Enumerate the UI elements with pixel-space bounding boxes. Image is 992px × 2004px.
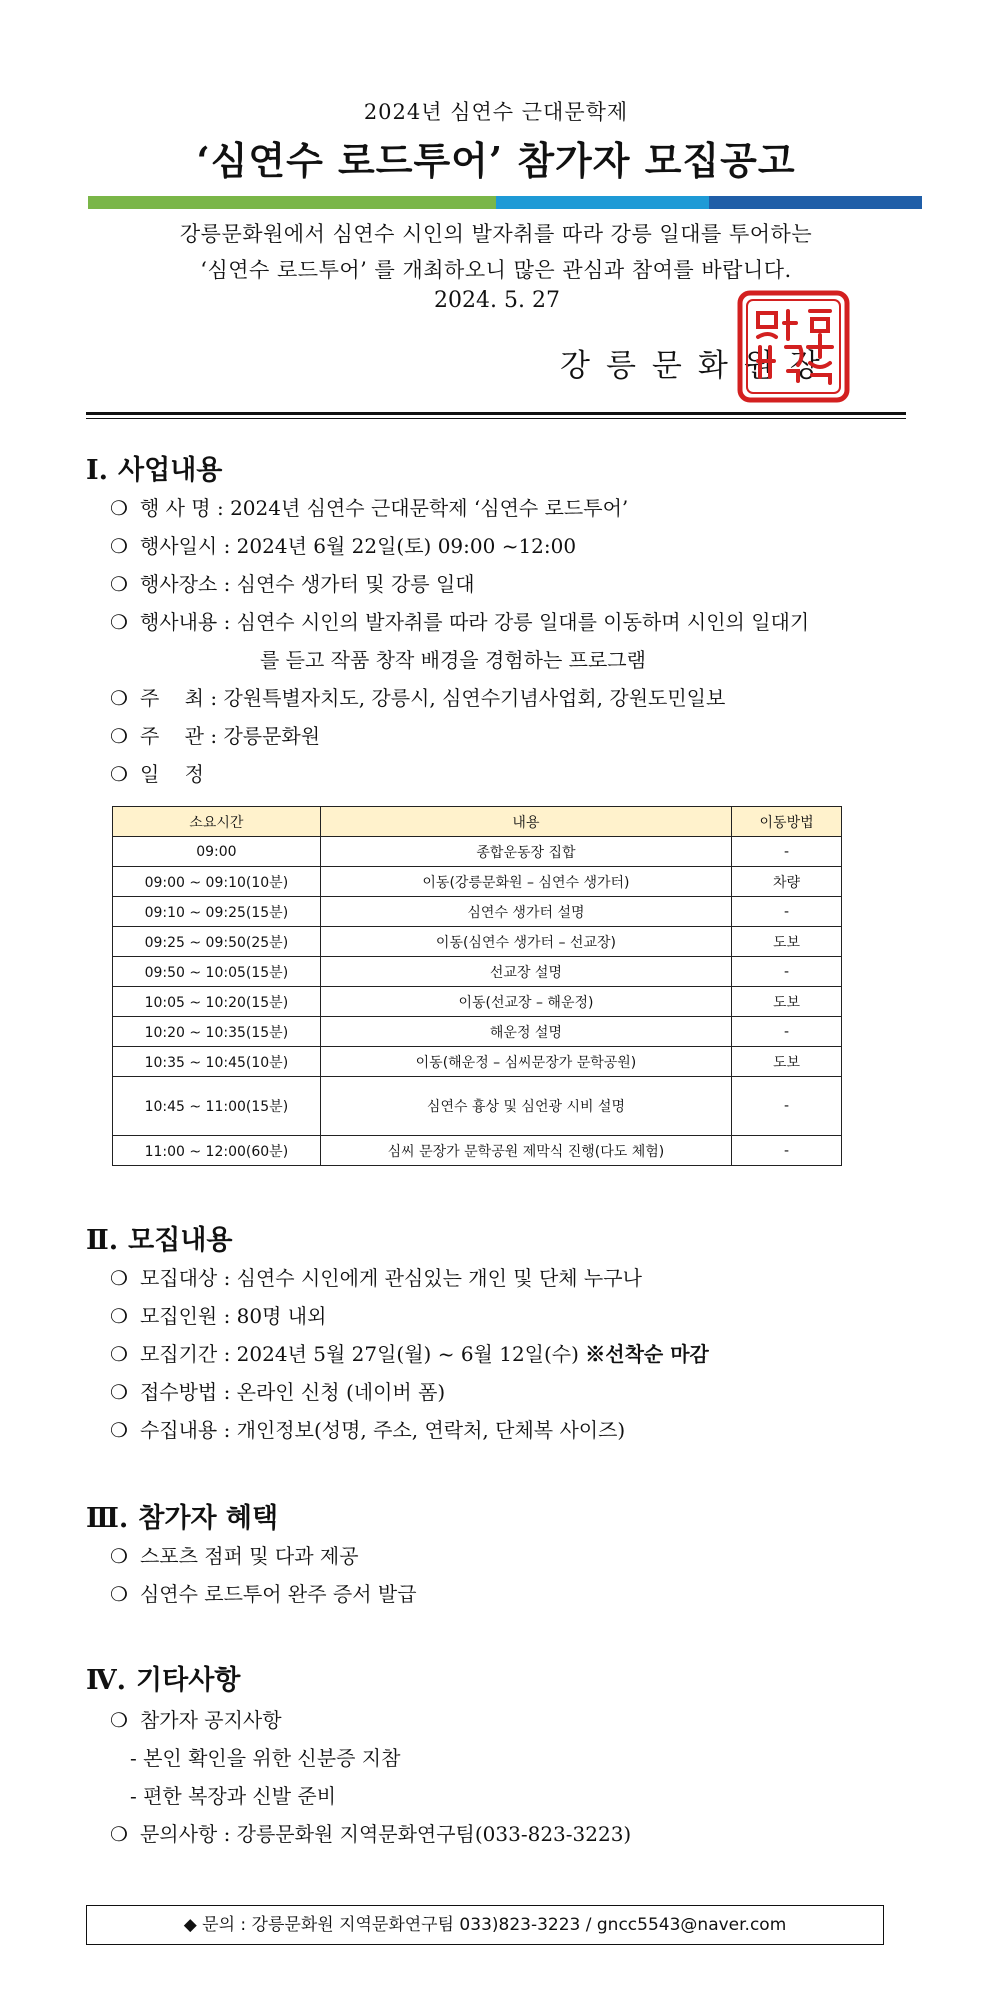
table-cell-content: 이동(해운정 – 심씨문장가 문학공원) bbox=[320, 1047, 731, 1077]
issuer-name: 강릉문화원장 bbox=[560, 348, 836, 384]
bullet-icon: ❍ bbox=[110, 724, 128, 748]
header-divider-thick bbox=[86, 412, 906, 415]
list-item: ❍ 주 관 : 강릉문화원 bbox=[110, 724, 321, 748]
item-label: 수집내용 bbox=[139, 1418, 218, 1442]
item-label: 주 관 bbox=[139, 724, 205, 748]
column-header: 소요시간 bbox=[113, 807, 321, 837]
table-cell-time: 09:10 ~ 09:25(15분) bbox=[113, 897, 321, 927]
item-value: 심연수 로드투어 완주 증서 발급 bbox=[139, 1582, 417, 1606]
event-subtitle: 2024년 심연수 근대문학제 bbox=[363, 100, 629, 124]
table-cell-time: 09:00 bbox=[113, 837, 321, 867]
item-value: 개인정보(성명, 주소, 연락처, 단체복 사이즈) bbox=[236, 1418, 626, 1442]
section-title: 모집내용 bbox=[128, 1225, 233, 1256]
list-item: ❍ 행사일시 : 2024년 6월 22일(토) 09:00 ~12:00 bbox=[110, 534, 577, 558]
table-cell-time: 10:05 ~ 10:20(15분) bbox=[113, 987, 321, 1017]
table-row bbox=[113, 1047, 842, 1077]
table-row bbox=[113, 897, 842, 927]
item-value: 문의사항 : 강릉문화원 지역문화연구팀(033-823-3223) bbox=[139, 1822, 632, 1846]
item-value: 80명 내외 bbox=[236, 1304, 327, 1328]
item-label: 행 사 명 bbox=[139, 496, 211, 520]
item-label: 접수방법 bbox=[139, 1380, 218, 1404]
item-label: 주 최 bbox=[139, 686, 205, 710]
table-cell-content: 이동(심연수 생가터 – 선교장) bbox=[320, 927, 731, 957]
item-label: 행사일시 bbox=[139, 534, 218, 558]
table-row bbox=[113, 867, 842, 897]
table-cell-content: 종합운동장 집합 bbox=[320, 837, 731, 867]
list-item bbox=[110, 1544, 359, 1568]
bullet-icon: ❍ bbox=[110, 1418, 128, 1442]
item-value-continued: 를 듣고 작품 창작 배경을 경험하는 프로그램 bbox=[260, 648, 646, 672]
item-value: 온라인 신청 (네이버 폼) bbox=[236, 1380, 446, 1404]
table-cell-time: 11:00 ~ 12:00(60분) bbox=[113, 1136, 321, 1166]
table-cell-transport: - bbox=[732, 897, 842, 927]
table-row bbox=[113, 927, 842, 957]
list-item: ❍ 모집기간 : 2024년 5월 27일(월) ~ 6월 12일(수) ※선착순 마감 bbox=[110, 1342, 709, 1366]
list-item bbox=[110, 1822, 631, 1846]
section-number: Ⅱ. bbox=[86, 1225, 119, 1256]
item-value: 2024년 심연수 근대문학제 ‘심연수 로드투어’ bbox=[230, 496, 629, 520]
list-item: ❍ 접수방법 : 온라인 신청 (네이버 폼) bbox=[110, 1380, 446, 1404]
deadline-note: ※선착순 마감 bbox=[585, 1342, 709, 1366]
column-header: 내용 bbox=[320, 807, 731, 837]
bullet-icon: ❍ bbox=[110, 686, 128, 710]
bullet-icon: ❍ bbox=[110, 1266, 128, 1290]
bullet-icon: ❍ bbox=[110, 762, 128, 786]
bullet-icon: ❍ bbox=[110, 610, 128, 634]
table-cell-time: 09:00 ~ 09:10(10분) bbox=[113, 867, 321, 897]
table-cell-time: 10:35 ~ 10:45(10분) bbox=[113, 1047, 321, 1077]
item-value: 강원특별자치도, 강릉시, 심연수기념사업회, 강원도민일보 bbox=[223, 686, 726, 710]
list-item bbox=[110, 1708, 282, 1732]
item-value: 2024년 6월 22일(토) 09:00 ~12:00 bbox=[236, 534, 577, 558]
table-cell-content: 심연수 흉상 및 심언광 시비 설명 bbox=[320, 1077, 731, 1136]
section-title: 기타사항 bbox=[136, 1665, 241, 1696]
section-heading-recruitment bbox=[86, 1218, 232, 1257]
table-cell-transport: 도보 bbox=[732, 987, 842, 1017]
table-row bbox=[113, 987, 842, 1017]
intro-line-2: ‘심연수 로드투어’ 를 개최하오니 많은 관심과 참여를 바랍니다. bbox=[200, 258, 792, 282]
sub-item: - 편한 복장과 신발 준비 bbox=[130, 1784, 337, 1808]
table-cell-transport: 도보 bbox=[732, 927, 842, 957]
list-item: ❍ 수집내용 : 개인정보(성명, 주소, 연락처, 단체복 사이즈) bbox=[110, 1418, 626, 1442]
list-item: ❍ 모집인원 : 80명 내외 bbox=[110, 1304, 327, 1328]
table-cell-time: 10:20 ~ 10:35(15분) bbox=[113, 1017, 321, 1047]
table-cell-transport: - bbox=[732, 957, 842, 987]
announcement-date: 2024. 5. 27 bbox=[434, 288, 560, 313]
section-number: Ⅲ. bbox=[86, 1503, 129, 1534]
section-heading-benefits bbox=[86, 1496, 278, 1535]
table-cell-content: 해운정 설명 bbox=[320, 1017, 731, 1047]
bullet-icon: ❍ bbox=[110, 1304, 128, 1328]
bullet-icon: ❍ bbox=[110, 1342, 128, 1366]
header-stripe-blue bbox=[709, 196, 922, 209]
item-value: 강릉문화원 bbox=[223, 724, 321, 748]
bullet-icon: ❍ bbox=[110, 1708, 128, 1732]
item-label: 행사내용 bbox=[139, 610, 218, 634]
item-value: 참가자 공지사항 bbox=[139, 1708, 282, 1732]
section-number: Ⅰ. bbox=[86, 455, 109, 486]
official-seal-icon bbox=[736, 289, 851, 404]
item-value: 심연수 생가터 및 강릉 일대 bbox=[236, 572, 475, 596]
table-cell-transport: - bbox=[732, 837, 842, 867]
bullet-icon: ❍ bbox=[110, 1822, 128, 1846]
section-title: 사업내용 bbox=[118, 455, 223, 486]
table-row bbox=[113, 957, 842, 987]
list-item bbox=[110, 762, 204, 786]
item-value: 스포츠 점퍼 및 다과 제공 bbox=[139, 1544, 359, 1568]
section-number: Ⅳ. bbox=[86, 1665, 127, 1696]
section-heading-business bbox=[86, 448, 222, 487]
column-header: 이동방법 bbox=[732, 807, 842, 837]
table-row bbox=[113, 1017, 842, 1047]
contact-footer: ◆ 문의 : 강릉문화원 지역문화연구팀 033)823-3223 / gncc5543@naver.com bbox=[86, 1905, 884, 1945]
list-item: ❍ 행사장소 : 심연수 생가터 및 강릉 일대 bbox=[110, 572, 475, 596]
table-cell-content: 이동(강릉문화원 – 심연수 생가터) bbox=[320, 867, 731, 897]
table-cell-content: 심씨 문장가 문학공원 제막식 진행(다도 체험) bbox=[320, 1136, 731, 1166]
table-cell-content: 선교장 설명 bbox=[320, 957, 731, 987]
table-cell-transport: 도보 bbox=[732, 1047, 842, 1077]
item-label: 행사장소 bbox=[139, 572, 218, 596]
item-value: 심연수 시인의 발자취를 따라 강릉 일대를 이동하며 시인의 일대기 bbox=[236, 610, 810, 634]
list-item bbox=[110, 1582, 417, 1606]
bullet-icon: ❍ bbox=[110, 534, 128, 558]
table-cell-transport: - bbox=[732, 1077, 842, 1136]
table-cell-time: 09:25 ~ 09:50(25분) bbox=[113, 927, 321, 957]
table-cell-transport: - bbox=[732, 1017, 842, 1047]
list-item: ❍ 행사내용 : 심연수 시인의 발자취를 따라 강릉 일대를 이동하며 시인의 일대기 bbox=[110, 610, 810, 634]
table-cell-transport: 차량 bbox=[732, 867, 842, 897]
bullet-icon: ❍ bbox=[110, 1544, 128, 1568]
intro-line-1: 강릉문화원에서 심연수 시인의 발자취를 따라 강릉 일대를 투어하는 bbox=[179, 222, 813, 246]
page-title: ‘심연수 로드투어’ 참가자 모집공고 bbox=[196, 138, 796, 183]
list-item: ❍ 주 최 : 강원특별자치도, 강릉시, 심연수기념사업회, 강원도민일보 bbox=[110, 686, 726, 710]
section-title: 참가자 혜택 bbox=[138, 1503, 279, 1534]
item-value: 심연수 시인에게 관심있는 개인 및 단체 누구나 bbox=[236, 1266, 642, 1290]
bullet-icon: ❍ bbox=[110, 496, 128, 520]
bullet-icon: ❍ bbox=[110, 572, 128, 596]
table-row bbox=[113, 1077, 842, 1136]
list-item: ❍ 모집대상 : 심연수 시인에게 관심있는 개인 및 단체 누구나 bbox=[110, 1266, 642, 1290]
schedule-table bbox=[112, 806, 842, 1166]
item-value: 2024년 5월 27일(월) ~ 6월 12일(수) bbox=[236, 1342, 579, 1366]
table-cell-content: 이동(선교장 – 해운정) bbox=[320, 987, 731, 1017]
table-cell-content: 심연수 생가터 설명 bbox=[320, 897, 731, 927]
item-label: 모집인원 bbox=[139, 1304, 218, 1328]
section-heading-misc bbox=[86, 1658, 240, 1697]
table-row bbox=[113, 1136, 842, 1166]
table-cell-time: 09:50 ~ 10:05(15분) bbox=[113, 957, 321, 987]
header-stripe-cyan bbox=[496, 196, 709, 209]
item-label: 일 정 bbox=[139, 762, 205, 786]
table-header-row bbox=[113, 807, 842, 837]
item-label: 모집대상 bbox=[139, 1266, 218, 1290]
header-divider-thin bbox=[86, 418, 906, 419]
list-item: ❍ 행 사 명 : 2024년 심연수 근대문학제 ‘심연수 로드투어’ bbox=[110, 496, 629, 520]
table-cell-time: 10:45 ~ 11:00(15분) bbox=[113, 1077, 321, 1136]
bullet-icon: ❍ bbox=[110, 1582, 128, 1606]
table-cell-transport: - bbox=[732, 1136, 842, 1166]
table-row bbox=[113, 837, 842, 867]
item-label: 모집기간 bbox=[139, 1342, 218, 1366]
bullet-icon: ❍ bbox=[110, 1380, 128, 1404]
sub-item: - 본인 확인을 위한 신분증 지참 bbox=[130, 1746, 401, 1770]
header-stripe-green bbox=[88, 196, 496, 209]
